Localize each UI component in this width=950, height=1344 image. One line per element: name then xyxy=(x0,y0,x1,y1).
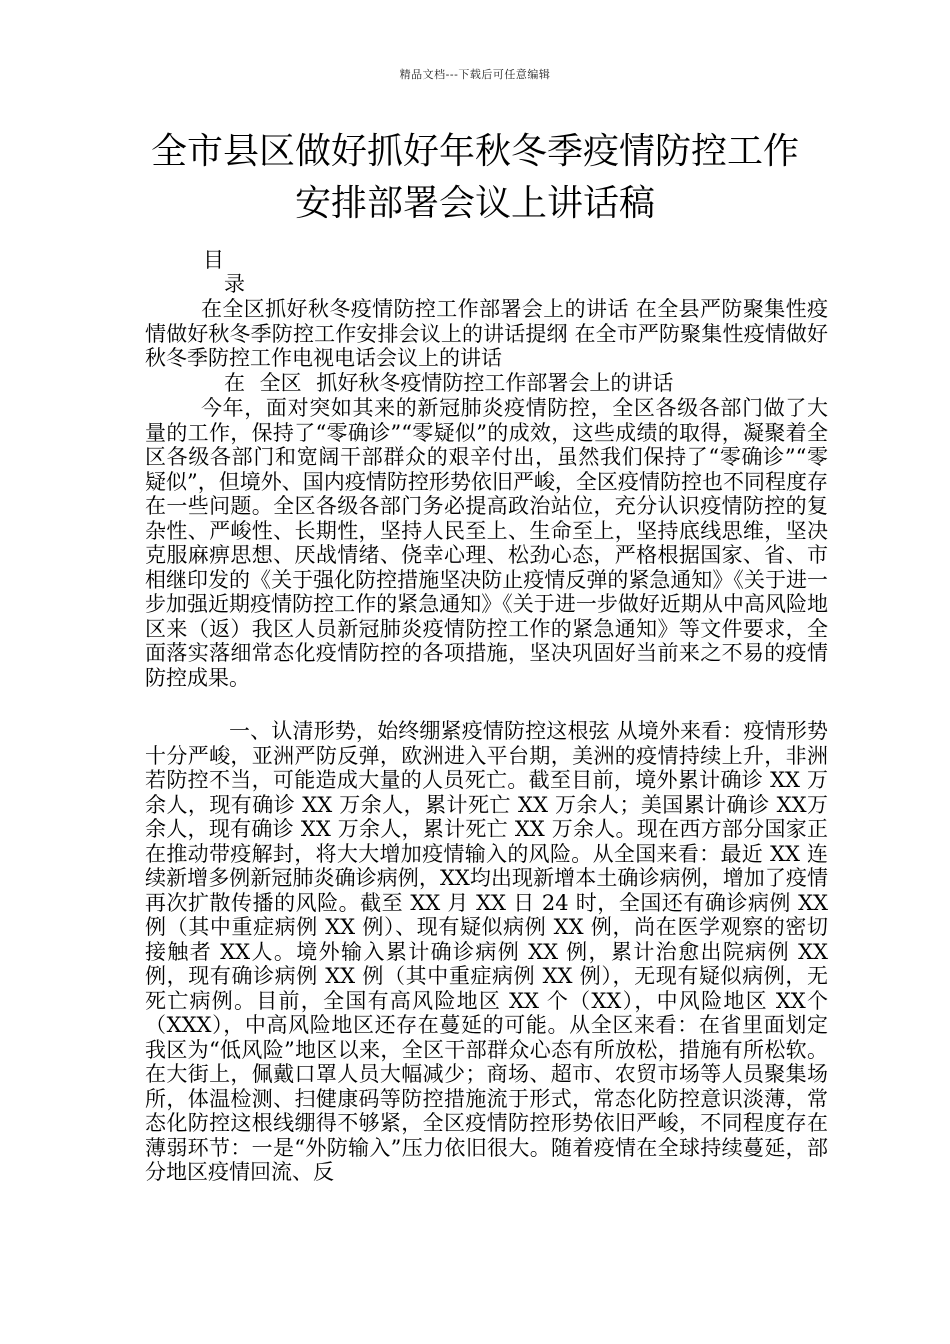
document-title-line-2: 安排部署会议上讲话稿 xyxy=(294,183,655,224)
body-paragraph: 今年，面对突如其来的新冠肺炎疫情防控，全区各级各部门做了大量的工作，保持了“零确诊”“零疑似”的成效，这些成绩的取得，凝聚着全区各级各部门和宽阔干部群众的艰辛付出，虽然我们保持了“零确诊”“零疑似”，但境外、国内疫情防控形势依旧严峻，全区疫情防控也不同程度存在一些问题。全区各级各部门务必提高政治站位，充分认识疫情防控的复杂性、严峻性、长期性，坚持人民至上、生命至上，坚持底线思维，坚决克服麻痹思想、厌战情绪、侥幸心理、松劲心态，严格根据国家、省、市相继印发的《关于强化防控措施坚决防止疫情反弹的紧急通知》《关于进一步加强近期疫情防控工作的紧急通知》《关于进一步做好近期从中高风险地区来（返）我区人员新冠肺炎疫情防控工作的紧急通知》等文件要求，全面落实落细常态化疫情防控的各项措施，坚决巩固好当前来之不易的疫情防控成果。 xyxy=(145,396,828,690)
toc-label-part-1: 目 xyxy=(203,248,224,272)
section-heading: 在 全区 抓好秋冬疫情防控工作部署会上的讲话 xyxy=(224,371,674,395)
toc-label-part-2: 录 xyxy=(224,272,245,296)
document-title-line-1: 全市县区做好抓好年秋冬季疫情防控工作 xyxy=(150,131,799,172)
header-note: 精品文档---下载后可任意编辑 xyxy=(399,68,551,81)
toc-entries: 在全区抓好秋冬疫情防控工作部署会上的讲话 在全县严防聚集性疫情做好秋冬季防控工作安排会议上的讲话提纲 在全市严防聚集性疫情做好秋冬季防控工作电视电话会议上的讲话 xyxy=(145,297,828,370)
body-paragraph: 一、认清形势，始终绷紧疫情防控这根弦 从境外来看：疫情形势十分严峻，亚洲严防反弹，欧洲进入平台期，美洲的疫情持续上升，非洲若防控不当，可能造成大量的人员死亡。截至目前，境外累计确诊 XX 万余人，现有确诊 XX 万余人，累计死亡 XX 万余人；美国累计确诊 XX万余人，现有确诊 XX 万余人，累计死亡 XX 万余人。现在西方部分国家正在推动带疫解封，将大大增加疫情输入的风险。从全国来看：最近 XX 连续新增多例新冠肺炎确诊病例，XX均出现新增本土确诊病例，增加了疫情再次扩散传播的风险。截至 XX 月 XX 日 24 时，全国还有确诊病例 XX 例（其中重症病例 XX 例）、现有疑似病例 XX 例，尚在医学观察的密切接触者 XX人。境外输入累计确诊病例 XX 例，累计治愈出院病例 XX 例，现有确诊病例 XX 例（其中重症病例 XX 例），无现有疑似病例，无死亡病例。目前，全国有高风险地区 XX 个（XX），中风险地区 XX个（XXX），中高风险地区还存在蔓延的可能。从全区来看：在省里面划定我区为“低风险”地区以来，全区干部群众心态有所放松，措施有所松软。在大街上，佩戴口罩人员大幅减少；商场、超市、农贸市场等人员聚集场所，体温检测、扫健康码等防控措施流于形式，常态化防控意识淡薄，常态化防控这根线绷得不够紧，全区疫情防控形势依旧严峻，不同程度存在薄弱环节：一是“外防输入”压力依旧很大。随着疫情在全球持续蔓延，部分地区疫情回流、反 xyxy=(145,719,828,1184)
